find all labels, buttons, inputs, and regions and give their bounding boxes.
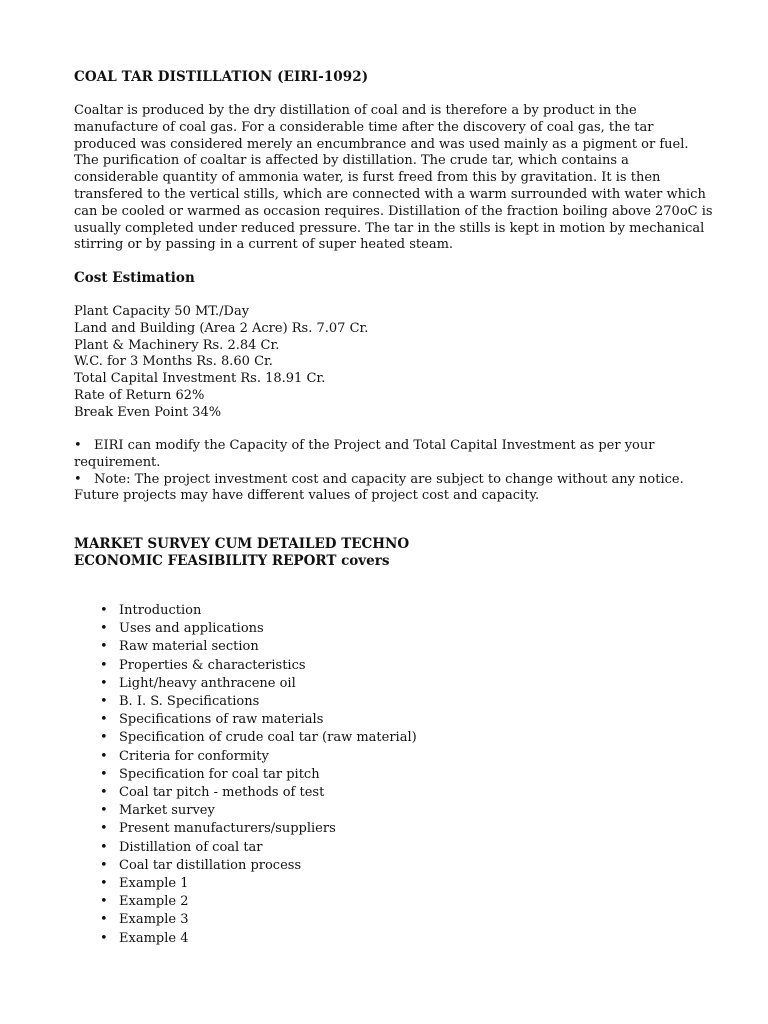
contents-item-label: Raw material section	[119, 639, 259, 655]
cost-item: Break Even Point 34%	[74, 404, 222, 420]
report-contents-list	[100, 602, 417, 948]
bullet-icon: •	[100, 748, 108, 764]
notes-list	[74, 438, 714, 505]
contents-item	[100, 784, 417, 802]
contents-item	[100, 620, 417, 638]
cost-item: Land and Building (Area 2 Acre) Rs. 7.07 Cr.	[74, 320, 369, 336]
bullet-icon: •	[100, 712, 108, 728]
cost-item: Total Capital Investment Rs. 18.91 Cr.	[74, 371, 326, 387]
contents-item-label: Example 1	[119, 876, 189, 892]
note-text: Note: The project investment cost and capacity are subject to change without any notice. Future projects may have different values of project cost and capacity.	[74, 471, 684, 504]
bullet-icon: •	[100, 803, 108, 819]
bullet-icon: •	[100, 621, 108, 637]
report-covers-heading	[74, 536, 714, 569]
contents-item-label: Example 2	[119, 894, 189, 910]
cost-item: Plant Capacity 50 MT./Day	[74, 304, 250, 319]
contents-item	[100, 930, 417, 948]
note-text: EIRI can modify the Capacity of the Project and Total Capital Investment as per your requirement.	[74, 438, 655, 470]
cost-estimation-heading: Cost Estimation	[74, 270, 195, 286]
cost-item: W.C. for 3 Months Rs. 8.60 Cr.	[74, 354, 273, 370]
bullet-icon: •	[100, 839, 108, 855]
bullet-icon: •	[100, 603, 108, 618]
contents-item-label: Criteria for conformity	[119, 748, 269, 764]
bullet-icon: •	[100, 894, 108, 910]
contents-item	[100, 875, 417, 893]
contents-item	[100, 802, 417, 820]
contents-item	[100, 711, 417, 729]
bullet-icon: •	[100, 730, 108, 746]
report-heading-line: ECONOMIC FEASIBILITY REPORT covers	[74, 552, 390, 569]
bullet-icon: •	[74, 438, 82, 453]
note-item	[74, 438, 714, 472]
contents-item	[100, 693, 417, 711]
contents-item-label: Distillation of coal tar	[119, 839, 263, 855]
note-item	[74, 472, 714, 506]
contents-item	[100, 602, 417, 620]
contents-item-label: Present manufacturers/suppliers	[119, 821, 336, 837]
contents-item	[100, 638, 417, 656]
bullet-icon: •	[100, 675, 108, 691]
intro-paragraph: Coaltar is produced by the dry distillation of coal and is therefore a by product in the manufacture of coal gas. For a considerable time after the discovery of coal gas, the tar produced was considered merely an encumbrance and was used mainly as a pigment or fuel. The purification of coaltar is affected by distillation. The crude tar, which contains a considerable quantity of ammonia water, is furst freed from this by gravitation. It is then transfered to the vertical stills, which are connected with a warm surrounded with water which can be cooled or warmed as occasion requires. Distillation of the fraction boiling above 270oC is usually completed under reduced pressure. The tar in the stills is kept in motion by mechanical stirring or by passing in a current of super heated steam.	[74, 103, 713, 253]
bullet-icon: •	[100, 766, 108, 782]
contents-item-label: Market survey	[119, 803, 215, 819]
contents-item-label: Introduction	[119, 603, 202, 618]
contents-item-label: Example 4	[119, 930, 189, 946]
contents-item-label: Specifications of raw materials	[119, 712, 324, 728]
cost-estimation-list	[74, 304, 714, 422]
bullet-icon: •	[100, 657, 108, 673]
contents-item	[100, 748, 417, 766]
contents-item-label: B. I. S. Specifications	[119, 694, 260, 710]
contents-item-label: Light/heavy anthracene oil	[119, 675, 296, 691]
bullet-icon: •	[100, 930, 108, 946]
bullet-icon: •	[100, 694, 108, 710]
contents-item-label: Properties & characteristics	[119, 657, 306, 673]
bullet-icon: •	[100, 639, 108, 655]
contents-item-label: Example 3	[119, 912, 189, 928]
bullet-icon: •	[100, 821, 108, 837]
contents-item-label: Specification for coal tar pitch	[119, 766, 320, 782]
bullet-icon: •	[74, 471, 82, 487]
cost-item: Plant & Machinery Rs. 2.84 Cr.	[74, 337, 280, 353]
contents-item	[100, 857, 417, 875]
report-heading-line: MARKET SURVEY CUM DETAILED TECHNO	[74, 536, 410, 552]
contents-item	[100, 911, 417, 929]
cost-item: Rate of Return 62%	[74, 387, 205, 403]
bullet-icon: •	[100, 785, 108, 801]
contents-item	[100, 729, 417, 747]
contents-item	[100, 657, 417, 675]
contents-item	[100, 675, 417, 693]
document-title: COAL TAR DISTILLATION (EIRI-1092)	[74, 69, 369, 85]
bullet-icon: •	[100, 912, 108, 928]
contents-item-label: Specification of crude coal tar (raw material)	[119, 730, 417, 746]
contents-item	[100, 893, 417, 911]
bullet-icon: •	[100, 876, 108, 892]
contents-item	[100, 839, 417, 857]
contents-item-label: Coal tar pitch - methods of test	[119, 785, 325, 801]
contents-item	[100, 820, 417, 838]
contents-item-label: Uses and applications	[119, 621, 264, 637]
bullet-icon: •	[100, 857, 108, 873]
contents-item	[100, 766, 417, 784]
contents-item-label: Coal tar distillation process	[119, 857, 302, 873]
